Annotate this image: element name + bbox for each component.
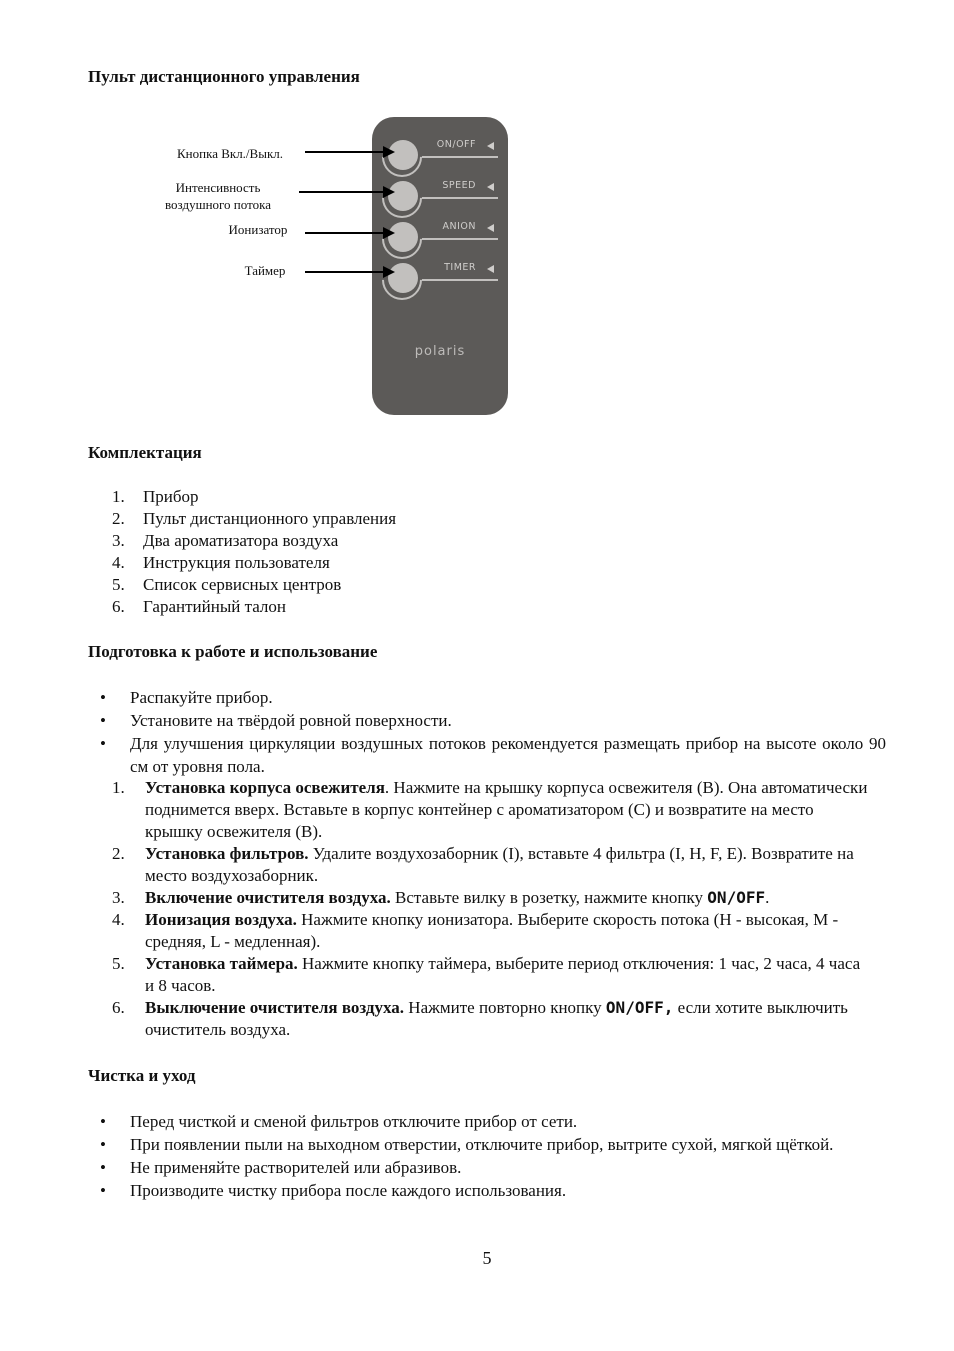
step-item bbox=[112, 909, 872, 953]
step-number: 6. bbox=[112, 998, 125, 1017]
triangle-left-icon bbox=[487, 224, 494, 232]
divider-line bbox=[422, 197, 498, 199]
steps-list bbox=[112, 777, 872, 1041]
list-item bbox=[100, 709, 886, 732]
step-number: 4. bbox=[112, 910, 125, 929]
list-item bbox=[112, 486, 396, 508]
item-number: 5. bbox=[112, 575, 125, 594]
section-title-prep: Подготовка к работе и использование bbox=[88, 642, 378, 661]
step-tail: . bbox=[765, 888, 770, 907]
arrow-icon bbox=[305, 271, 393, 273]
section-title-remote: Пульт дистанционного управления bbox=[88, 67, 360, 86]
step-body: Нажмите кнопку ионизатора. Выберите скорость потока (H - высокая, M - средняя, L - медленная). bbox=[145, 910, 839, 951]
item-text: Установите на твёрдой ровной поверхности. bbox=[130, 711, 452, 730]
item-number: 3. bbox=[112, 531, 125, 550]
item-text: Распакуйте прибор. bbox=[130, 688, 273, 707]
step-item bbox=[112, 887, 872, 909]
item-text: Инструкция пользователя bbox=[143, 553, 330, 572]
bullet-icon: • bbox=[100, 734, 106, 753]
step-title: Включение очистителя воздуха. bbox=[145, 888, 391, 907]
list-item bbox=[100, 686, 886, 709]
arrow-icon bbox=[299, 191, 393, 193]
step-item bbox=[112, 843, 872, 887]
list-item bbox=[112, 596, 396, 618]
step-number: 2. bbox=[112, 844, 125, 863]
divider-line bbox=[422, 156, 498, 158]
callout-speed bbox=[150, 179, 286, 213]
key-label: ON/OFF, bbox=[605, 998, 674, 1017]
bullet-icon: • bbox=[100, 1158, 106, 1177]
step-text bbox=[145, 953, 872, 997]
contents-list bbox=[112, 486, 396, 618]
step-text bbox=[145, 997, 872, 1041]
page-number: 5 bbox=[482, 1248, 492, 1268]
triangle-left-icon bbox=[487, 265, 494, 273]
step-body: Удалите воздухозаборник (I), вставьте 4 фильтра (I, H, F, E). Возвратите на место воздухозаборник. bbox=[145, 844, 854, 885]
bullet-icon: • bbox=[100, 1135, 106, 1154]
item-text: Для улучшения циркуляции воздушных потоков рекомендуется размещать прибор на высоте около 90 см от уровня пола. bbox=[130, 734, 886, 776]
list-item bbox=[112, 508, 396, 530]
section-title-contents: Комплектация bbox=[88, 443, 202, 462]
step-title: Установка таймера. bbox=[145, 954, 298, 973]
step-number: 1. bbox=[112, 778, 125, 797]
brand-logo: polaris bbox=[414, 344, 466, 359]
timer-label: TIMER bbox=[444, 262, 476, 273]
step-number: 5. bbox=[112, 954, 125, 973]
item-text: Прибор bbox=[143, 487, 199, 506]
item-number: 6. bbox=[112, 597, 125, 616]
step-item bbox=[112, 777, 872, 843]
care-bullet-list bbox=[100, 1110, 886, 1202]
triangle-left-icon bbox=[487, 183, 494, 191]
item-number: 2. bbox=[112, 509, 125, 528]
list-item bbox=[112, 552, 396, 574]
step-title: Установка корпуса освежителя bbox=[145, 778, 385, 797]
list-item bbox=[112, 574, 396, 596]
bullet-icon: • bbox=[100, 711, 106, 730]
arrow-icon bbox=[305, 232, 393, 234]
arrow-icon bbox=[305, 151, 393, 153]
step-body: Нажмите повторно кнопку bbox=[404, 998, 606, 1017]
item-text: Не применяйте растворителей или абразивов. bbox=[130, 1158, 462, 1177]
section-title-care: Чистка и уход bbox=[88, 1066, 196, 1085]
speed-label: SPEED bbox=[442, 180, 476, 191]
list-item bbox=[112, 530, 396, 552]
step-item bbox=[112, 953, 872, 997]
step-text bbox=[145, 777, 872, 843]
step-title: Установка фильтров. bbox=[145, 844, 309, 863]
item-text: Два ароматизатора воздуха bbox=[143, 531, 339, 550]
step-number: 3. bbox=[112, 888, 125, 907]
step-text bbox=[145, 909, 872, 953]
list-item bbox=[100, 1110, 886, 1133]
onoff-label: ON/OFF bbox=[436, 139, 476, 150]
item-text: Гарантийный талон bbox=[143, 597, 286, 616]
step-tail: если хотите выключить очиститель воздуха. bbox=[145, 998, 848, 1039]
callout-speed-line1: Интенсивность bbox=[175, 180, 261, 195]
divider-line bbox=[422, 279, 498, 281]
bullet-icon: • bbox=[100, 688, 106, 707]
step-text bbox=[145, 843, 872, 887]
step-text bbox=[145, 887, 872, 909]
list-item bbox=[100, 1156, 886, 1179]
bullet-icon: • bbox=[100, 1181, 106, 1200]
item-text: Перед чисткой и сменой фильтров отключите прибор от сети. bbox=[130, 1112, 578, 1131]
prep-bullet-list bbox=[100, 686, 886, 778]
step-item bbox=[112, 997, 872, 1041]
callout-speed-line2: воздушного потока bbox=[165, 197, 271, 212]
item-text: При появлении пыли на выходном отверстии, отключите прибор, вытрите сухой, мягкой щёткой. bbox=[130, 1135, 834, 1154]
bullet-icon: • bbox=[100, 1112, 106, 1131]
callout-anion: Ионизатор bbox=[228, 222, 288, 237]
step-body: . Нажмите на крышку корпуса освежителя (B). Она автоматически поднимется вверх. Вставьте в корпус контейнер с ароматизатором (C) и возвратите на место крышку освежителя (B). bbox=[145, 778, 868, 841]
item-text: Список сервисных центров bbox=[143, 575, 342, 594]
item-text: Производите чистку прибора после каждого использования. bbox=[130, 1181, 567, 1200]
item-number: 1. bbox=[112, 487, 125, 506]
key-label: ON/OFF bbox=[707, 888, 766, 907]
list-item bbox=[100, 1179, 886, 1202]
step-body: Нажмите кнопку таймера, выберите период отключения: 1 час, 2 часа, 4 часа и 8 часов. bbox=[145, 954, 861, 995]
callout-timer: Таймер bbox=[244, 263, 286, 278]
item-text: Пульт дистанционного управления bbox=[143, 509, 397, 528]
list-item bbox=[100, 732, 886, 778]
step-title: Выключение очистителя воздуха. bbox=[145, 998, 405, 1017]
callout-onoff: Кнопка Вкл./Выкл. bbox=[176, 146, 284, 161]
step-title: Ионизация воздуха. bbox=[145, 910, 297, 929]
anion-label: ANION bbox=[442, 221, 476, 232]
divider-line bbox=[422, 238, 498, 240]
step-body: Вставьте вилку в розетку, нажмите кнопку bbox=[390, 888, 708, 907]
item-number: 4. bbox=[112, 553, 125, 572]
triangle-left-icon bbox=[487, 142, 494, 150]
list-item bbox=[100, 1133, 886, 1156]
